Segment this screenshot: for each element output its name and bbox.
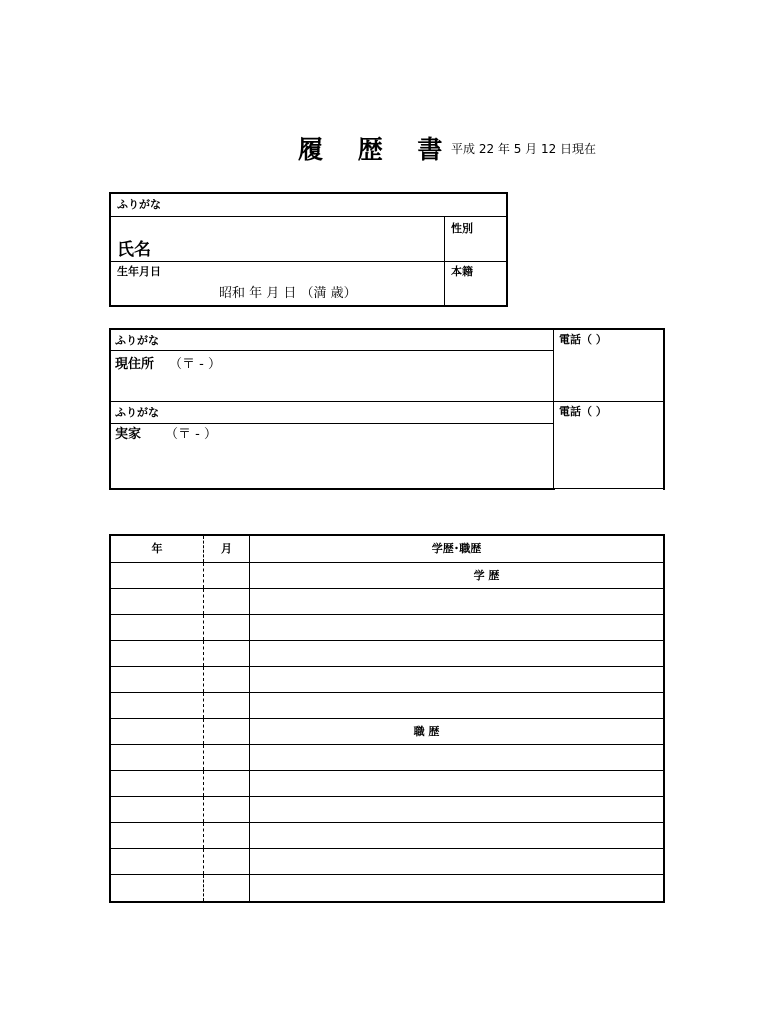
year-cell: [111, 719, 204, 744]
content-cell: [250, 667, 663, 692]
content-cell: [250, 589, 663, 614]
table-row: [111, 641, 663, 667]
divider: [109, 423, 553, 424]
table-row: [111, 797, 663, 823]
family-postal: （〒 - ）: [165, 427, 217, 442]
page-title: 履 歴 書: [298, 135, 456, 164]
table-row: [111, 693, 663, 719]
birth-value: 昭和 年 月 日 （満 歳）: [219, 286, 357, 301]
month-cell: [204, 563, 250, 588]
year-cell: [111, 823, 204, 848]
divider: [109, 328, 111, 490]
current-address-label: 現住所: [115, 357, 155, 372]
year-cell: [111, 771, 204, 796]
address-box: [109, 328, 665, 490]
year-cell: [111, 875, 204, 901]
content-cell: [250, 693, 663, 718]
personal-info-box: [109, 192, 508, 307]
family-address-label: 実家: [115, 427, 142, 442]
section-heading-education: 学 歴: [473, 568, 500, 582]
month-cell: [204, 641, 250, 666]
month-cell: [204, 615, 250, 640]
name-label: 氏名: [117, 240, 151, 260]
table-row: [111, 719, 663, 745]
content-cell: [250, 745, 663, 770]
divider: [555, 488, 665, 489]
section-heading-work: 職 歴: [413, 724, 440, 738]
gender-label: 性別: [451, 222, 473, 235]
column-header-year: 年: [111, 536, 204, 562]
divider: [553, 328, 554, 490]
content-cell: [250, 875, 663, 901]
month-cell: [204, 667, 250, 692]
content-cell: [250, 641, 663, 666]
table-row: [111, 589, 663, 615]
furigana-label: ふりがな: [117, 198, 161, 211]
phone-label: 電話（ ）: [559, 405, 607, 418]
divider: [109, 488, 555, 490]
month-cell: [204, 875, 250, 901]
year-cell: [111, 615, 204, 640]
content-cell: [250, 797, 663, 822]
table-row: [111, 667, 663, 693]
column-header-month: 月: [204, 536, 250, 562]
year-cell: [111, 849, 204, 874]
content-cell: [250, 849, 663, 874]
current-postal: （〒 - ）: [169, 357, 221, 372]
furigana-label: ふりがな: [115, 334, 159, 347]
year-cell: [111, 745, 204, 770]
column-header-content: 学歴･職歴: [431, 542, 482, 555]
year-cell: [111, 797, 204, 822]
month-cell: [204, 849, 250, 874]
table-row: [111, 563, 663, 589]
furigana-label: ふりがな: [115, 406, 159, 419]
date-text: 平成 22 年 5 月 12 日現在: [451, 142, 597, 156]
year-cell: [111, 563, 204, 588]
year-cell: [111, 641, 204, 666]
birth-label: 生年月日: [117, 265, 161, 278]
month-cell: [204, 745, 250, 770]
domicile-label: 本籍: [451, 265, 473, 278]
month-cell: [204, 797, 250, 822]
year-cell: [111, 589, 204, 614]
month-cell: [204, 589, 250, 614]
divider: [109, 328, 665, 330]
table-row: [111, 771, 663, 797]
table-header-row: [111, 536, 663, 563]
month-cell: [204, 823, 250, 848]
month-cell: [204, 693, 250, 718]
year-cell: [111, 693, 204, 718]
table-row: [111, 875, 663, 901]
month-cell: [204, 771, 250, 796]
divider: [111, 261, 506, 262]
table-row: [111, 615, 663, 641]
divider: [663, 328, 665, 490]
year-cell: [111, 667, 204, 692]
content-cell: [250, 771, 663, 796]
divider: [109, 350, 553, 351]
month-cell: [204, 719, 250, 744]
divider: [444, 216, 445, 305]
history-table: [109, 534, 665, 903]
divider: [109, 401, 665, 402]
divider: [111, 216, 506, 217]
content-cell: [250, 823, 663, 848]
table-row: [111, 745, 663, 771]
content-cell: [250, 615, 663, 640]
phone-label: 電話（ ）: [559, 333, 607, 346]
table-row: [111, 849, 663, 875]
table-row: [111, 823, 663, 849]
